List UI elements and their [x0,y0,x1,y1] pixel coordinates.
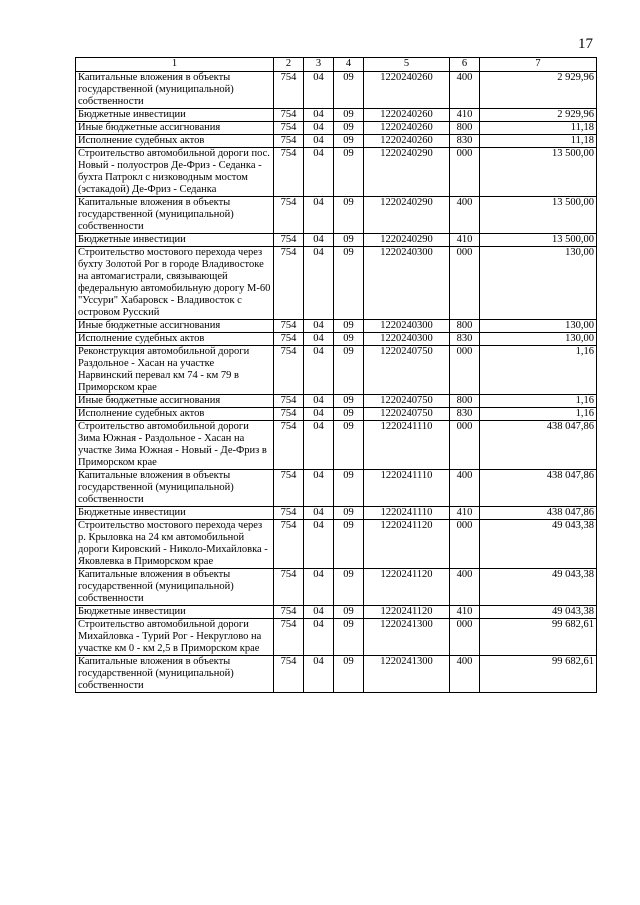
row-amount: 438 047,86 [480,507,597,520]
row-subsection-code: 09 [334,148,364,197]
row-expense-type-code: 800 [450,122,480,135]
row-section-code: 04 [304,135,334,148]
row-section-code: 04 [304,197,334,234]
row-section-code: 04 [304,72,334,109]
table-row [76,569,597,606]
row-target-code: 1220241120 [364,520,450,569]
row-target-code: 1220240260 [364,122,450,135]
row-ministry-code: 754 [274,234,304,247]
row-amount: 438 047,86 [480,470,597,507]
row-name: Строительство мостового перехода через бухту Золотой Рог в городе Владивостоке на автомагистрали, связывающей федеральную автомобильную дорогу М-60 "Уссури" Хабаровск - Владивосток с островом Русский [76,247,274,320]
row-amount: 49 043,38 [480,606,597,619]
row-name: Иные бюджетные ассигнования [76,320,274,333]
table-row [76,619,597,656]
row-name: Иные бюджетные ассигнования [76,395,274,408]
row-expense-type-code: 400 [450,569,480,606]
row-target-code: 1220240290 [364,197,450,234]
row-ministry-code: 754 [274,109,304,122]
row-amount: 11,18 [480,135,597,148]
table-row [76,197,597,234]
table-header [76,58,597,72]
row-expense-type-code: 400 [450,72,480,109]
budget-table [75,57,597,693]
row-name: Бюджетные инвестиции [76,234,274,247]
table-row [76,72,597,109]
row-ministry-code: 754 [274,569,304,606]
row-name: Реконструкция автомобильной дороги Раздольное - Хасан на участке Нарвинский перевал км 74 - км 79 в Приморском крае [76,346,274,395]
row-name: Бюджетные инвестиции [76,109,274,122]
row-amount: 13 500,00 [480,148,597,197]
row-subsection-code: 09 [334,320,364,333]
row-expense-type-code: 830 [450,408,480,421]
table-row [76,606,597,619]
row-target-code: 1220240300 [364,320,450,333]
header-col-4: 4 [334,58,364,72]
row-section-code: 04 [304,470,334,507]
row-expense-type-code: 830 [450,333,480,346]
row-subsection-code: 09 [334,122,364,135]
row-expense-type-code: 800 [450,395,480,408]
row-ministry-code: 754 [274,507,304,520]
row-ministry-code: 754 [274,247,304,320]
row-target-code: 1220241110 [364,421,450,470]
row-target-code: 1220241120 [364,569,450,606]
row-expense-type-code: 000 [450,520,480,569]
table-row [76,122,597,135]
row-name: Бюджетные инвестиции [76,507,274,520]
row-section-code: 04 [304,507,334,520]
row-target-code: 1220240750 [364,408,450,421]
row-amount: 130,00 [480,247,597,320]
row-section-code: 04 [304,395,334,408]
row-target-code: 1220241110 [364,470,450,507]
row-amount: 49 043,38 [480,520,597,569]
row-ministry-code: 754 [274,408,304,421]
row-expense-type-code: 410 [450,507,480,520]
row-expense-type-code: 400 [450,656,480,693]
row-name: Строительство автомобильной дороги Михайловка - Турий Рог - Некруглово на участке км 0 - км 2,5 в Приморском крае [76,619,274,656]
row-subsection-code: 09 [334,135,364,148]
row-ministry-code: 754 [274,421,304,470]
row-expense-type-code: 410 [450,234,480,247]
table-row [76,408,597,421]
table-row [76,470,597,507]
row-name: Строительство автомобильной дороги пос. Новый - полуостров Де-Фриз - Седанка - бухта Патрокл с низководным мостом (эстакадой) Де-Фриз - Седанка [76,148,274,197]
row-ministry-code: 754 [274,135,304,148]
row-ministry-code: 754 [274,148,304,197]
row-subsection-code: 09 [334,234,364,247]
row-expense-type-code: 830 [450,135,480,148]
row-subsection-code: 09 [334,395,364,408]
row-name: Капитальные вложения в объекты государственной (муниципальной) собственности [76,656,274,693]
row-ministry-code: 754 [274,122,304,135]
row-expense-type-code: 000 [450,346,480,395]
row-subsection-code: 09 [334,619,364,656]
row-section-code: 04 [304,408,334,421]
row-section-code: 04 [304,569,334,606]
row-target-code: 1220241120 [364,606,450,619]
row-amount: 2 929,96 [480,72,597,109]
row-target-code: 1220240750 [364,346,450,395]
table-row [76,247,597,320]
row-name: Строительство автомобильной дороги Зима Южная - Раздольное - Хасан на участке Зима Южная - Новый - Де-Фриз в Приморском крае [76,421,274,470]
row-subsection-code: 09 [334,470,364,507]
row-expense-type-code: 800 [450,320,480,333]
header-col-7: 7 [480,58,597,72]
table-row [76,395,597,408]
row-target-code: 1220240300 [364,333,450,346]
row-section-code: 04 [304,109,334,122]
row-expense-type-code: 000 [450,619,480,656]
row-name: Капитальные вложения в объекты государственной (муниципальной) собственности [76,569,274,606]
header-col-6: 6 [450,58,480,72]
row-target-code: 1220241110 [364,507,450,520]
row-section-code: 04 [304,520,334,569]
table-body [76,72,597,693]
table-row [76,421,597,470]
row-subsection-code: 09 [334,569,364,606]
row-name: Бюджетные инвестиции [76,606,274,619]
table-row [76,148,597,197]
row-expense-type-code: 000 [450,421,480,470]
row-expense-type-code: 400 [450,470,480,507]
row-amount: 99 682,61 [480,656,597,693]
row-section-code: 04 [304,346,334,395]
header-col-5: 5 [364,58,450,72]
row-section-code: 04 [304,656,334,693]
row-name: Строительство мостового перехода через р. Крыловка на 24 км автомобильной дороги Кировский - Николо-Михайловка - Яковлевка в Приморском крае [76,520,274,569]
header-col-1: 1 [76,58,274,72]
row-subsection-code: 09 [334,197,364,234]
row-target-code: 1220241300 [364,656,450,693]
row-amount: 99 682,61 [480,619,597,656]
table-row [76,234,597,247]
row-amount: 13 500,00 [480,197,597,234]
row-amount: 1,16 [480,408,597,421]
row-ministry-code: 754 [274,606,304,619]
row-ministry-code: 754 [274,619,304,656]
row-ministry-code: 754 [274,395,304,408]
row-amount: 438 047,86 [480,421,597,470]
row-subsection-code: 09 [334,72,364,109]
row-amount: 130,00 [480,320,597,333]
row-subsection-code: 09 [334,109,364,122]
header-col-2: 2 [274,58,304,72]
table-row [76,520,597,569]
table-row [76,109,597,122]
row-name: Капитальные вложения в объекты государственной (муниципальной) собственности [76,470,274,507]
row-ministry-code: 754 [274,520,304,569]
page-number: 17 [578,36,593,52]
row-ministry-code: 754 [274,197,304,234]
row-section-code: 04 [304,247,334,320]
row-ministry-code: 754 [274,656,304,693]
row-section-code: 04 [304,148,334,197]
header-col-3: 3 [304,58,334,72]
row-ministry-code: 754 [274,320,304,333]
row-ministry-code: 754 [274,333,304,346]
row-section-code: 04 [304,320,334,333]
row-amount: 1,16 [480,346,597,395]
row-section-code: 04 [304,619,334,656]
table-row [76,507,597,520]
row-expense-type-code: 410 [450,109,480,122]
table-row [76,333,597,346]
row-name: Иные бюджетные ассигнования [76,122,274,135]
row-section-code: 04 [304,234,334,247]
row-subsection-code: 09 [334,346,364,395]
row-expense-type-code: 400 [450,197,480,234]
row-target-code: 1220240750 [364,395,450,408]
row-amount: 13 500,00 [480,234,597,247]
row-target-code: 1220240290 [364,148,450,197]
row-name: Исполнение судебных актов [76,408,274,421]
row-name: Капитальные вложения в объекты государственной (муниципальной) собственности [76,197,274,234]
row-amount: 2 929,96 [480,109,597,122]
row-target-code: 1220240260 [364,109,450,122]
row-target-code: 1220241300 [364,619,450,656]
row-amount: 130,00 [480,333,597,346]
row-name: Капитальные вложения в объекты государственной (муниципальной) собственности [76,72,274,109]
row-target-code: 1220240260 [364,72,450,109]
row-ministry-code: 754 [274,470,304,507]
row-subsection-code: 09 [334,247,364,320]
table-row [76,346,597,395]
row-amount: 49 043,38 [480,569,597,606]
row-expense-type-code: 410 [450,606,480,619]
row-ministry-code: 754 [274,346,304,395]
row-section-code: 04 [304,122,334,135]
row-section-code: 04 [304,333,334,346]
row-target-code: 1220240300 [364,247,450,320]
row-subsection-code: 09 [334,606,364,619]
row-amount: 1,16 [480,395,597,408]
row-target-code: 1220240290 [364,234,450,247]
row-name: Исполнение судебных актов [76,135,274,148]
row-subsection-code: 09 [334,656,364,693]
row-section-code: 04 [304,606,334,619]
row-section-code: 04 [304,421,334,470]
table-row [76,320,597,333]
row-target-code: 1220240260 [364,135,450,148]
row-name: Исполнение судебных актов [76,333,274,346]
row-subsection-code: 09 [334,507,364,520]
row-amount: 11,18 [480,122,597,135]
header-row [76,58,597,72]
table-row [76,135,597,148]
row-ministry-code: 754 [274,72,304,109]
row-subsection-code: 09 [334,421,364,470]
row-expense-type-code: 000 [450,247,480,320]
row-subsection-code: 09 [334,333,364,346]
table-row [76,656,597,693]
row-subsection-code: 09 [334,520,364,569]
row-expense-type-code: 000 [450,148,480,197]
row-subsection-code: 09 [334,408,364,421]
